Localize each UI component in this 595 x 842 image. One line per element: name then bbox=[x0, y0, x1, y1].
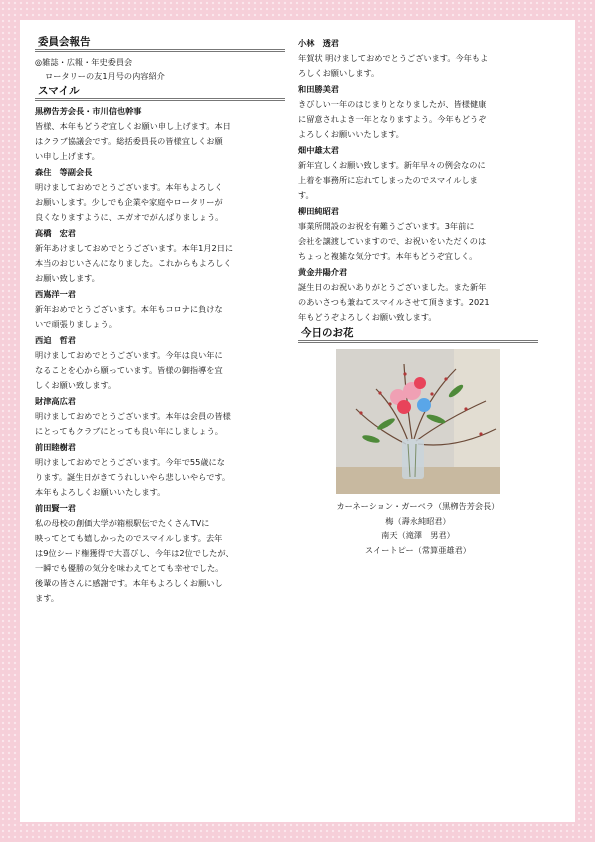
smile-message-line: ちょっと複雑な気分です。本年もどうぞ宜しく。 bbox=[298, 251, 478, 261]
smile-message bbox=[298, 219, 538, 264]
smile-member-name: 畑中雄太君 bbox=[298, 145, 339, 155]
smile-message-line: 後輩の皆さんに感謝です。本年もよろしくお願いし bbox=[35, 578, 223, 588]
smile-message-line: 皆様、本年もどうぞ宜しくお願い申し上げます。本日 bbox=[35, 121, 231, 131]
smile-message-line: はクラブ協議会です。総括委員長の皆様宜しくお願 bbox=[35, 136, 223, 146]
smile-message-line: のあいさつも兼ねてスマイルさせて頂きます。2021 bbox=[298, 297, 490, 307]
smile-message-line: 新年宜しくお願い致します。新年早々の例会なのに bbox=[298, 160, 486, 170]
smile-message bbox=[35, 516, 285, 606]
smile-message bbox=[35, 348, 285, 393]
smile-heading: スマイル bbox=[35, 85, 285, 101]
smile-message-line: きびしい一年のはじまりとなりましたが、皆様健康 bbox=[298, 99, 487, 109]
smile-member-name: 柳田純昭君 bbox=[298, 206, 339, 216]
smile-member-name: 前田睦樹君 bbox=[35, 442, 76, 452]
smile-member-name: 黒栁告芳会長・市川信也幹事 bbox=[35, 106, 142, 116]
committee-report-text: ロータリーの友1月号の内容紹介 bbox=[45, 71, 165, 81]
smile-message-line: 年賀状 明けましておめでとうございます。今年もよ bbox=[298, 53, 489, 63]
smile-message-line: 上着を事務所に忘れてしまったのでスマイルしま bbox=[298, 175, 478, 185]
smile-message bbox=[35, 302, 285, 332]
smile-list-right bbox=[298, 36, 538, 325]
smile-message bbox=[298, 158, 538, 203]
flower-caption: カーネーション・ガーベラ（黒栁告芳会長） bbox=[336, 501, 500, 511]
flower-captions bbox=[298, 499, 538, 557]
smile-message-line: いで頑張りましょう。 bbox=[35, 319, 117, 329]
smile-message-line: 私の母校の創価大学が箱根駅伝でたくさんTVに bbox=[35, 518, 210, 528]
smile-list-left bbox=[35, 104, 285, 606]
smile-message-line: ろしくお願いします。 bbox=[298, 68, 380, 78]
smile-message bbox=[35, 241, 285, 286]
smile-member-name: 森住 等副会長 bbox=[35, 167, 93, 177]
todays-flowers-heading: 今日のお花 bbox=[298, 327, 538, 343]
smile-message-line: 年もどうぞよろしくお願い致します。 bbox=[298, 312, 437, 322]
smile-message-line: 新年おめでとうございます。本年もコロナに負けな bbox=[35, 304, 223, 314]
smile-message-line: 一瞬でも優勝の気分を味わえてとても幸せでした。 bbox=[35, 563, 224, 573]
left-column bbox=[35, 36, 285, 607]
smile-message-line: 明けましておめでとうございます。本年もよろしく bbox=[35, 182, 223, 192]
flower-caption: 南天（滝澤 男君） bbox=[381, 530, 455, 540]
smile-message bbox=[35, 409, 285, 439]
smile-member-name: 西迫 哲君 bbox=[35, 335, 76, 345]
smile-message-line: 誕生日のお祝いありがとうございました。また新年 bbox=[298, 282, 487, 292]
smile-message bbox=[35, 180, 285, 225]
smile-message bbox=[35, 455, 285, 500]
smile-message-line: しくお願い致します。 bbox=[35, 380, 117, 390]
smile-member-name: 西嶌洋一君 bbox=[35, 289, 76, 299]
smile-message-line: なることを心から願っています。皆様の御指導を宜 bbox=[35, 365, 223, 375]
smile-member-name: 前田賢一君 bbox=[35, 503, 76, 513]
smile-message-line: 映ってとても嬉しかったのでスマイルします。去年 bbox=[35, 533, 223, 543]
smile-message bbox=[298, 97, 538, 142]
smile-message-line: す。 bbox=[298, 190, 314, 200]
flower-arrangement-photo bbox=[336, 349, 500, 494]
right-column bbox=[298, 36, 538, 557]
smile-message-line: よろしくお願いいたします。 bbox=[298, 129, 404, 139]
smile-message-line: は9位シード権獲得で大喜びし、今年は2位でしたが、 bbox=[35, 548, 234, 558]
committee-report-heading: 委員会報告 bbox=[35, 36, 285, 52]
smile-message bbox=[298, 51, 538, 81]
committee-name: ◎雑誌・広報・年史委員会 bbox=[35, 57, 133, 67]
smile-message bbox=[35, 119, 285, 164]
smile-message-line: ります。誕生日がきてうれしいやら悲しいやらです。 bbox=[35, 472, 231, 482]
smile-member-name: 黄金井陽介君 bbox=[298, 267, 348, 277]
smile-message-line: にとってもクラブにとっても良い年にしましょう。 bbox=[35, 426, 223, 436]
newsletter-page bbox=[20, 20, 575, 822]
smile-member-name: 小林 透君 bbox=[298, 38, 339, 48]
flower-caption: 梅（壽永純昭君） bbox=[385, 515, 451, 526]
smile-message-line: 事業所開設のお祝を有難うございます。3年前に bbox=[298, 221, 475, 231]
smile-message-line: お願いします。少しでも企業や家庭やロータリーが bbox=[35, 197, 223, 207]
smile-message-line: 良くなりますように、エガオでがんばりましょう。 bbox=[35, 212, 224, 222]
smile-message-line: 本年もよろしくお願いいたします。 bbox=[35, 487, 166, 497]
smile-message-line: に留意されよき一年となりますよう。今年もどうぞ bbox=[298, 114, 487, 124]
smile-message-line: 明けましておめでとうございます。今年で55歳にな bbox=[35, 457, 225, 467]
smile-member-name: 財津高広君 bbox=[35, 396, 76, 406]
smile-message bbox=[298, 280, 538, 325]
flower-caption: スイートピー（常算亜雄君） bbox=[365, 544, 471, 555]
smile-message-line: ます。 bbox=[35, 593, 59, 603]
smile-message-line: 明けましておめでとうございます。今年は良い年に bbox=[35, 350, 223, 360]
smile-message-line: 本当のおじいさんになりました。これからもよろしく bbox=[35, 258, 232, 268]
smile-message-line: 会社を譲渡していますので、お祝いをいただくのは bbox=[298, 236, 487, 246]
smile-message-line: 明けましておめでとうございます。本年は会員の皆様 bbox=[35, 411, 231, 421]
smile-message-line: 新年あけましておめでとうございます。本年1月2日に bbox=[35, 243, 234, 253]
smile-message-line: い申し上げます。 bbox=[35, 151, 100, 161]
smile-member-name: 高橋 宏君 bbox=[35, 228, 76, 238]
smile-member-name: 和田勝美君 bbox=[298, 84, 339, 94]
smile-message-line: お願い致します。 bbox=[35, 273, 100, 283]
